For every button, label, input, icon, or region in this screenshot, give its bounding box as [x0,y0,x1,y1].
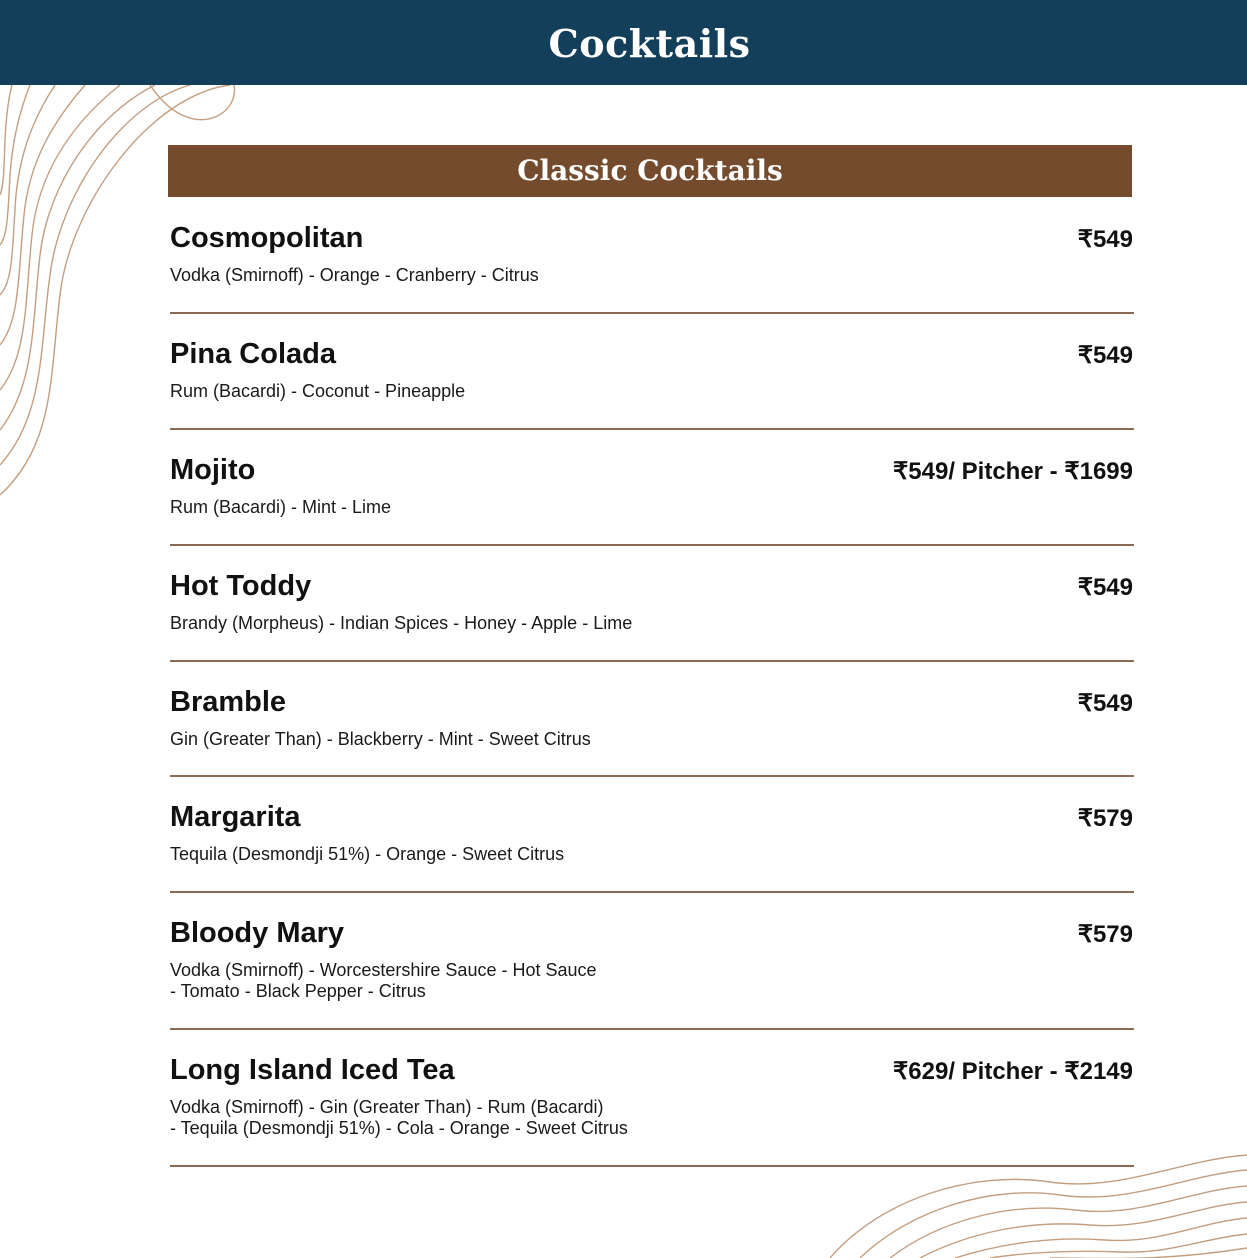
item-divider [170,1028,1134,1030]
item-divider [170,428,1134,430]
item-name: Long Island Iced Tea [170,1054,455,1086]
item-description: Gin (Greater Than) - Blackberry - Mint - Sweet Citrus [170,729,591,749]
item-price: ₹549 [1077,226,1133,253]
item-name: Margarita [170,801,301,833]
item-price: ₹549 [1077,574,1133,601]
item-price: ₹579 [1077,805,1133,832]
section-title: Classic Cocktails [517,153,783,187]
item-description: Vodka (Smirnoff) - Gin (Greater Than) - Rum (Bacardi) - Tequila (Desmondji 51%) - Cola - Orange - Sweet Citrus [170,1097,628,1138]
item-description: Vodka (Smirnoff) - Worcestershire Sauce - Hot Sauce - Tomato - Black Pepper - Citrus [170,960,597,1001]
item-description: Rum (Bacardi) - Coconut - Pineapple [170,381,466,401]
item-description: Rum (Bacardi) - Mint - Lime [170,497,392,517]
item-price: ₹549/ Pitcher - ₹1699 [893,458,1133,485]
section-header-classic-cocktails [168,145,1132,197]
item-name: Cosmopolitan [170,222,364,254]
item-price: ₹579 [1077,921,1133,948]
page-title: Cocktails [548,21,751,66]
item-name: Pina Colada [170,338,336,370]
item-divider [170,1165,1134,1167]
item-divider [170,660,1134,662]
page-header [0,0,1247,85]
item-divider [170,312,1134,314]
item-description: Brandy (Morpheus) - Indian Spices - Honey - Apple - Lime [170,613,633,633]
item-name: Bramble [170,686,287,718]
item-name: Bloody Mary [170,917,345,949]
item-price: ₹549 [1077,342,1133,369]
item-price: ₹629/ Pitcher - ₹2149 [893,1058,1133,1085]
item-divider [170,775,1134,777]
item-description: Tequila (Desmondji 51%) - Orange - Sweet Citrus [170,844,565,864]
item-name: Mojito [170,454,256,486]
item-divider [170,891,1134,893]
decorative-wave-lines-bottom-right [820,1140,1247,1258]
item-divider [170,544,1134,546]
item-name: Hot Toddy [170,570,312,602]
item-description: Vodka (Smirnoff) - Orange - Cranberry - Citrus [170,265,539,285]
item-price: ₹549 [1077,690,1133,717]
